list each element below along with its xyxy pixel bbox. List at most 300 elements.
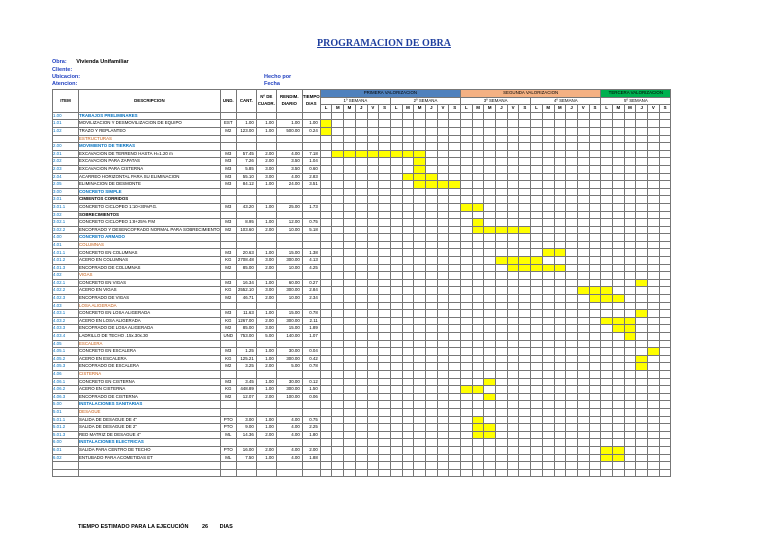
day-header: J xyxy=(496,105,508,113)
gantt-cell xyxy=(566,355,578,363)
gantt-cell xyxy=(554,416,566,424)
cell-cant: 55.10 xyxy=(236,173,256,181)
gantt-cell xyxy=(612,355,624,363)
gantt-cell xyxy=(379,272,391,280)
gantt-cell xyxy=(519,386,531,394)
gantt-cell xyxy=(472,295,484,303)
gantt-cell xyxy=(461,317,473,325)
gantt-cell xyxy=(531,287,543,295)
gantt-cell xyxy=(659,188,671,196)
table-row xyxy=(53,416,671,424)
gantt-cell xyxy=(461,424,473,432)
gantt-cell xyxy=(519,158,531,166)
cell-und: M3 xyxy=(220,181,236,189)
gantt-cell xyxy=(390,363,402,371)
cell-item: 4.05.2 xyxy=(53,355,79,363)
gantt-cell xyxy=(367,317,379,325)
gantt-cell xyxy=(344,203,356,211)
gantt-cell xyxy=(636,196,648,204)
gantt-cell xyxy=(589,173,601,181)
gantt-cell xyxy=(355,454,367,462)
gantt-cell xyxy=(472,439,484,447)
gantt-cell xyxy=(320,393,332,401)
cell-item: 3.02 xyxy=(53,211,79,219)
cell-desc: LADRILLO DE TECHO .15x.30x.30 xyxy=(79,333,221,341)
table-row xyxy=(53,257,671,265)
cell-rend xyxy=(276,439,302,447)
gantt-cell xyxy=(344,386,356,394)
gantt-cell xyxy=(320,363,332,371)
gantt-cell xyxy=(367,287,379,295)
gantt-cell xyxy=(402,295,414,303)
gantt-cell xyxy=(659,401,671,409)
gantt-cell xyxy=(507,325,519,333)
cell-desc: CISTERNA xyxy=(79,370,221,378)
gantt-cell xyxy=(496,287,508,295)
cell-item: 4.01.3 xyxy=(53,264,79,272)
gantt-cell xyxy=(449,226,461,234)
gantt-cell xyxy=(554,241,566,249)
gantt-bar xyxy=(402,173,414,181)
gantt-cell xyxy=(344,393,356,401)
gantt-cell xyxy=(449,219,461,227)
gantt-cell xyxy=(367,112,379,120)
gantt-cell xyxy=(414,127,426,135)
gantt-bar xyxy=(390,150,402,158)
gantt-cell xyxy=(414,196,426,204)
gantt-cell xyxy=(320,416,332,424)
gantt-cell xyxy=(425,340,437,348)
cell-item xyxy=(53,462,79,470)
gantt-cell xyxy=(566,295,578,303)
gantt-cell xyxy=(624,408,636,416)
gantt-bar xyxy=(601,295,613,303)
gantt-cell xyxy=(367,431,379,439)
gantt-cell xyxy=(496,446,508,454)
cell-rend: 30.00 xyxy=(276,348,302,356)
gantt-cell xyxy=(531,226,543,234)
gantt-cell xyxy=(601,135,613,143)
gantt-cell xyxy=(344,165,356,173)
gantt-cell xyxy=(589,431,601,439)
gantt-cell xyxy=(648,272,660,280)
gantt-cell xyxy=(484,158,496,166)
cell-cuadr: 2.00 xyxy=(256,264,276,272)
gantt-cell xyxy=(461,446,473,454)
gantt-cell xyxy=(449,135,461,143)
gantt-cell xyxy=(461,196,473,204)
gantt-cell xyxy=(320,302,332,310)
table-row xyxy=(53,226,671,234)
gantt-cell xyxy=(344,416,356,424)
gantt-cell xyxy=(519,340,531,348)
gantt-bar xyxy=(601,446,613,454)
cell-rend: 60.00 xyxy=(276,279,302,287)
gantt-cell xyxy=(577,393,589,401)
gantt-cell xyxy=(496,310,508,318)
gantt-cell xyxy=(519,310,531,318)
gantt-cell xyxy=(612,203,624,211)
gantt-bar xyxy=(484,393,496,401)
gantt-cell xyxy=(601,143,613,151)
gantt-cell xyxy=(612,333,624,341)
gantt-cell xyxy=(367,173,379,181)
gantt-cell xyxy=(554,279,566,287)
gantt-cell xyxy=(496,462,508,470)
gantt-cell xyxy=(589,241,601,249)
cell-rend xyxy=(276,408,302,416)
gantt-cell xyxy=(554,439,566,447)
gantt-cell xyxy=(519,446,531,454)
gantt-cell xyxy=(612,165,624,173)
gantt-cell xyxy=(472,454,484,462)
gantt-cell xyxy=(461,401,473,409)
table-row xyxy=(53,370,671,378)
gantt-cell xyxy=(554,295,566,303)
gantt-cell xyxy=(636,287,648,295)
cell-cuadr xyxy=(256,112,276,120)
gantt-cell xyxy=(531,424,543,432)
gantt-cell xyxy=(367,196,379,204)
gantt-cell xyxy=(414,120,426,128)
gantt-cell xyxy=(402,462,414,470)
cell-cuadr xyxy=(256,439,276,447)
gantt-cell xyxy=(332,431,344,439)
table-row xyxy=(53,173,671,181)
cell-cuadr: 1.00 xyxy=(256,348,276,356)
gantt-cell xyxy=(414,249,426,257)
cell-item: 4.03.4 xyxy=(53,333,79,341)
gantt-cell xyxy=(390,173,402,181)
gantt-cell xyxy=(449,386,461,394)
gantt-cell xyxy=(379,249,391,257)
cell-tiempo: 4.25 xyxy=(302,264,320,272)
gantt-cell xyxy=(484,333,496,341)
cell-und xyxy=(220,462,236,470)
gantt-cell xyxy=(519,424,531,432)
gantt-cell xyxy=(507,203,519,211)
cell-rend: 300.00 xyxy=(276,257,302,265)
gantt-cell xyxy=(496,181,508,189)
gantt-cell xyxy=(624,257,636,265)
gantt-cell xyxy=(344,370,356,378)
gantt-cell xyxy=(648,264,660,272)
gantt-cell xyxy=(542,135,554,143)
gantt-cell xyxy=(355,295,367,303)
gantt-cell xyxy=(648,279,660,287)
gantt-cell xyxy=(519,363,531,371)
gantt-cell xyxy=(437,120,449,128)
cell-und: M3 xyxy=(220,158,236,166)
gantt-cell xyxy=(437,416,449,424)
gantt-cell xyxy=(566,378,578,386)
gantt-cell xyxy=(589,127,601,135)
day-header: M xyxy=(554,105,566,113)
gantt-cell xyxy=(507,295,519,303)
gantt-cell xyxy=(601,401,613,409)
cell-cuadr xyxy=(256,340,276,348)
cell-item: 2.02 xyxy=(53,158,79,166)
cell-cuadr: 1.00 xyxy=(256,249,276,257)
gantt-cell xyxy=(659,454,671,462)
gantt-cell xyxy=(531,120,543,128)
table-row xyxy=(53,249,671,257)
gantt-cell xyxy=(624,234,636,242)
gantt-cell xyxy=(320,135,332,143)
gantt-bar xyxy=(519,257,531,265)
gantt-cell xyxy=(332,370,344,378)
table-row xyxy=(53,424,671,432)
gantt-cell xyxy=(636,120,648,128)
gantt-bar xyxy=(425,181,437,189)
gantt-bar xyxy=(496,226,508,234)
gantt-cell xyxy=(332,120,344,128)
gantt-cell xyxy=(320,462,332,470)
cell-cant: 84.12 xyxy=(236,181,256,189)
gantt-cell xyxy=(484,181,496,189)
gantt-cell xyxy=(507,439,519,447)
gantt-cell xyxy=(636,462,648,470)
cell-rend xyxy=(276,401,302,409)
gantt-bar xyxy=(531,264,543,272)
gantt-cell xyxy=(542,150,554,158)
week-1: 1º SEMANA xyxy=(320,97,390,105)
cell-tiempo xyxy=(302,241,320,249)
gantt-cell xyxy=(402,264,414,272)
gantt-cell xyxy=(461,234,473,242)
day-header: S xyxy=(379,105,391,113)
gantt-cell xyxy=(390,310,402,318)
header-rendimiento: RENDIM. DIARIO xyxy=(276,90,302,113)
gantt-cell xyxy=(437,333,449,341)
gantt-cell xyxy=(554,386,566,394)
gantt-cell xyxy=(461,165,473,173)
gantt-cell xyxy=(659,295,671,303)
gantt-cell xyxy=(659,196,671,204)
cell-desc: TRABAJOS PRELIMINARES xyxy=(79,112,221,120)
gantt-cell xyxy=(566,424,578,432)
gantt-cell xyxy=(612,469,624,477)
gantt-cell xyxy=(589,363,601,371)
gantt-cell xyxy=(332,439,344,447)
gantt-cell xyxy=(461,454,473,462)
gantt-cell xyxy=(402,143,414,151)
gantt-cell xyxy=(601,348,613,356)
gantt-cell xyxy=(531,363,543,371)
gantt-cell xyxy=(519,355,531,363)
table-row xyxy=(53,241,671,249)
cell-item: 4.01 xyxy=(53,241,79,249)
gantt-cell xyxy=(519,348,531,356)
gantt-cell xyxy=(355,203,367,211)
gantt-cell xyxy=(577,181,589,189)
gantt-cell xyxy=(402,333,414,341)
gantt-cell xyxy=(414,310,426,318)
cell-cuadr: 2.00 xyxy=(256,158,276,166)
gantt-cell xyxy=(402,431,414,439)
cell-cuadr xyxy=(256,370,276,378)
gantt-cell xyxy=(519,279,531,287)
gantt-cell xyxy=(379,188,391,196)
gantt-cell xyxy=(496,196,508,204)
gantt-cell xyxy=(320,424,332,432)
gantt-cell xyxy=(554,196,566,204)
gantt-cell xyxy=(589,165,601,173)
gantt-cell xyxy=(519,325,531,333)
cell-cant: 7.26 xyxy=(236,158,256,166)
cell-und xyxy=(220,241,236,249)
gantt-cell xyxy=(344,241,356,249)
cell-item: 2.01 xyxy=(53,150,79,158)
gantt-cell xyxy=(437,370,449,378)
gantt-cell xyxy=(554,143,566,151)
gantt-cell xyxy=(402,401,414,409)
gantt-cell xyxy=(472,287,484,295)
gantt-cell xyxy=(659,363,671,371)
gantt-bar xyxy=(414,165,426,173)
gantt-cell xyxy=(437,462,449,470)
cell-item: 4.00 xyxy=(53,234,79,242)
gantt-bar xyxy=(472,424,484,432)
gantt-cell xyxy=(344,196,356,204)
gantt-cell xyxy=(601,249,613,257)
gantt-cell xyxy=(624,310,636,318)
gantt-cell xyxy=(496,378,508,386)
week-4: 4º SEMANA xyxy=(531,97,601,105)
gantt-cell xyxy=(589,188,601,196)
gantt-cell xyxy=(519,150,531,158)
gantt-cell xyxy=(437,408,449,416)
gantt-cell xyxy=(367,302,379,310)
gantt-cell xyxy=(624,302,636,310)
footer-value: 26 xyxy=(201,524,209,530)
gantt-cell xyxy=(332,363,344,371)
cell-cant: 3.00 xyxy=(236,416,256,424)
gantt-cell xyxy=(437,446,449,454)
gantt-cell xyxy=(507,287,519,295)
gantt-cell xyxy=(659,446,671,454)
gantt-cell xyxy=(449,211,461,219)
cell-desc: CONCRETO CICLOPEO 1:10+30%P.G. xyxy=(79,203,221,211)
cell-cuadr xyxy=(256,241,276,249)
gantt-bar xyxy=(589,287,601,295)
gantt-cell xyxy=(612,378,624,386)
gantt-cell xyxy=(355,462,367,470)
gantt-cell xyxy=(484,355,496,363)
cell-und: M3 xyxy=(220,150,236,158)
gantt-cell xyxy=(554,287,566,295)
gantt-cell xyxy=(484,462,496,470)
cell-item: 2.00 xyxy=(53,143,79,151)
gantt-cell xyxy=(507,196,519,204)
gantt-cell xyxy=(402,348,414,356)
gantt-cell xyxy=(344,454,356,462)
cell-rend: 140.00 xyxy=(276,333,302,341)
gantt-cell xyxy=(601,370,613,378)
gantt-cell xyxy=(390,333,402,341)
gantt-cell xyxy=(519,295,531,303)
gantt-cell xyxy=(589,143,601,151)
gantt-cell xyxy=(355,317,367,325)
gantt-cell xyxy=(577,317,589,325)
cell-cuadr: 2.00 xyxy=(256,295,276,303)
gantt-cell xyxy=(531,241,543,249)
gantt-cell xyxy=(496,234,508,242)
gantt-cell xyxy=(648,310,660,318)
gantt-cell xyxy=(414,234,426,242)
gantt-cell xyxy=(496,333,508,341)
cell-rend: 300.00 xyxy=(276,317,302,325)
gantt-bar xyxy=(414,181,426,189)
gantt-cell xyxy=(402,127,414,135)
gantt-cell xyxy=(531,211,543,219)
cell-und xyxy=(220,272,236,280)
gantt-cell xyxy=(496,317,508,325)
day-header: J xyxy=(355,105,367,113)
gantt-cell xyxy=(577,378,589,386)
gantt-cell xyxy=(531,431,543,439)
cell-item: 5.01.1 xyxy=(53,416,79,424)
gantt-cell xyxy=(344,112,356,120)
gantt-cell xyxy=(449,416,461,424)
gantt-cell xyxy=(601,112,613,120)
gantt-cell xyxy=(379,120,391,128)
gantt-cell xyxy=(425,112,437,120)
gantt-cell xyxy=(449,272,461,280)
gantt-cell xyxy=(624,127,636,135)
cell-item: 6.02 xyxy=(53,454,79,462)
gantt-cell xyxy=(542,416,554,424)
gantt-cell xyxy=(554,272,566,280)
cell-rend: 3.50 xyxy=(276,165,302,173)
cell-cuadr xyxy=(256,188,276,196)
gantt-cell xyxy=(531,310,543,318)
gantt-cell xyxy=(542,310,554,318)
gantt-cell xyxy=(402,302,414,310)
gantt-cell xyxy=(367,188,379,196)
gantt-cell xyxy=(367,340,379,348)
gantt-cell xyxy=(531,181,543,189)
gantt-cell xyxy=(320,165,332,173)
gantt-cell xyxy=(589,234,601,242)
gantt-cell xyxy=(484,310,496,318)
gantt-cell xyxy=(542,317,554,325)
gantt-bar xyxy=(636,363,648,371)
gantt-cell xyxy=(648,287,660,295)
gantt-cell xyxy=(636,181,648,189)
gantt-cell xyxy=(367,454,379,462)
gantt-cell xyxy=(659,340,671,348)
cell-und: UND xyxy=(220,333,236,341)
gantt-cell xyxy=(566,188,578,196)
table-row xyxy=(53,333,671,341)
gantt-cell xyxy=(577,188,589,196)
gantt-cell xyxy=(461,257,473,265)
cell-desc: MOVILIZACION Y DESMOVILIZACION DE EQUIPO xyxy=(79,120,221,128)
gantt-cell xyxy=(414,264,426,272)
gantt-cell xyxy=(507,454,519,462)
gantt-cell xyxy=(472,234,484,242)
gantt-cell xyxy=(437,196,449,204)
gantt-cell xyxy=(332,127,344,135)
cell-rend xyxy=(276,340,302,348)
gantt-cell xyxy=(648,173,660,181)
gantt-cell xyxy=(344,127,356,135)
gantt-cell xyxy=(507,188,519,196)
gantt-cell xyxy=(531,333,543,341)
cell-und: ML xyxy=(220,454,236,462)
gantt-cell xyxy=(425,158,437,166)
